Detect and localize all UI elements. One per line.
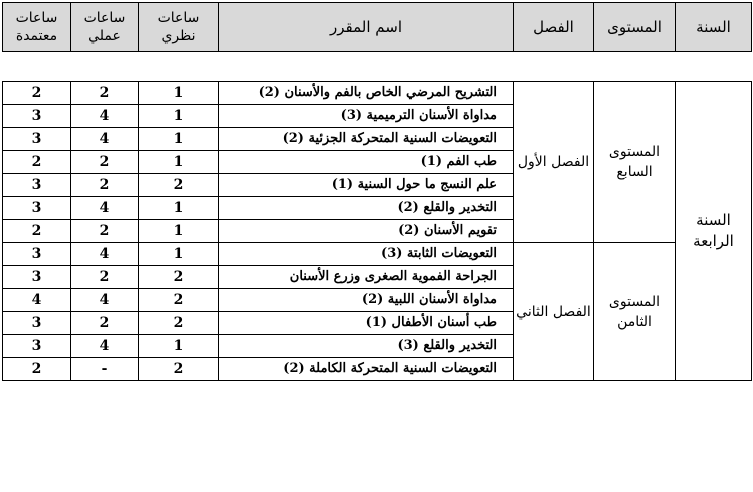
theory-hours-cell: 1 [139, 82, 219, 105]
course-name-cell: طب أسنان الأطفال (1) [219, 312, 514, 335]
practical-hours-cell: 4 [71, 335, 139, 358]
semester-cell: الفصل الثاني [514, 243, 594, 381]
header-theory-hours: ساعات نظري [139, 3, 219, 52]
theory-hours-cell: 2 [139, 174, 219, 197]
theory-hours-cell: 1 [139, 220, 219, 243]
header-table [2, 2, 752, 52]
semester-cell: الفصل الأول [514, 82, 594, 243]
theory-hours-cell: 2 [139, 358, 219, 381]
theory-hours-cell: 1 [139, 197, 219, 220]
credit-hours-cell: 3 [3, 105, 71, 128]
header-credit-hours: ساعات معتمدة [3, 3, 71, 52]
practical-hours-cell: 2 [71, 312, 139, 335]
theory-hours-cell: 2 [139, 312, 219, 335]
header-course-name: اسم المقرر [219, 3, 514, 52]
course-name-cell: التشريح المرضي الخاص بالفم والأسنان (2) [219, 82, 514, 105]
course-name-cell: التعويضات السنية المتحركة الكاملة (2) [219, 358, 514, 381]
table-row [3, 82, 752, 105]
theory-hours-cell: 1 [139, 128, 219, 151]
table-row [3, 243, 752, 266]
credit-hours-cell: 3 [3, 335, 71, 358]
course-name-cell: التخدير والقلع (3) [219, 335, 514, 358]
header-semester: الفصل [514, 3, 594, 52]
practical-hours-cell: 4 [71, 197, 139, 220]
practical-hours-cell: 2 [71, 266, 139, 289]
level-cell: المستوى الثامن [594, 243, 676, 381]
credit-hours-cell: 4 [3, 289, 71, 312]
theory-hours-cell: 2 [139, 266, 219, 289]
theory-hours-cell: 1 [139, 105, 219, 128]
credit-hours-cell: 3 [3, 128, 71, 151]
credit-hours-cell: 3 [3, 243, 71, 266]
practical-hours-cell: 4 [71, 105, 139, 128]
practical-hours-cell: 4 [71, 243, 139, 266]
credit-hours-cell: 2 [3, 151, 71, 174]
credit-hours-cell: 3 [3, 174, 71, 197]
theory-hours-cell: 1 [139, 335, 219, 358]
course-name-cell: التعويضات الثابتة (3) [219, 243, 514, 266]
practical-hours-cell: 4 [71, 289, 139, 312]
header-year: السنة [676, 3, 752, 52]
practical-hours-cell: 2 [71, 220, 139, 243]
course-name-cell: الجراحة الفموية الصغرى وزرع الأسنان [219, 266, 514, 289]
credit-hours-cell: 2 [3, 82, 71, 105]
practical-hours-cell: - [71, 358, 139, 381]
header-level: المستوى [594, 3, 676, 52]
theory-hours-cell: 1 [139, 151, 219, 174]
credit-hours-cell: 2 [3, 358, 71, 381]
level-cell: المستوى السابع [594, 82, 676, 243]
credit-hours-cell: 2 [3, 220, 71, 243]
theory-hours-cell: 1 [139, 243, 219, 266]
header-row [3, 3, 752, 52]
practical-hours-cell: 2 [71, 151, 139, 174]
course-name-cell: التعويضات السنية المتحركة الجزئية (2) [219, 128, 514, 151]
theory-hours-cell: 2 [139, 289, 219, 312]
year-cell: السنة الرابعة [676, 82, 752, 381]
practical-hours-cell: 4 [71, 128, 139, 151]
practical-hours-cell: 2 [71, 82, 139, 105]
credit-hours-cell: 3 [3, 197, 71, 220]
header-practical-hours: ساعات عملي [71, 3, 139, 52]
course-name-cell: مداواة الأسنان اللبية (2) [219, 289, 514, 312]
course-name-cell: علم النسج ما حول السنية (1) [219, 174, 514, 197]
courses-table [2, 81, 752, 381]
credit-hours-cell: 3 [3, 312, 71, 335]
course-name-cell: طب الفم (1) [219, 151, 514, 174]
course-name-cell: التخدير والقلع (2) [219, 197, 514, 220]
practical-hours-cell: 2 [71, 174, 139, 197]
course-name-cell: تقويم الأسنان (2) [219, 220, 514, 243]
credit-hours-cell: 3 [3, 266, 71, 289]
course-name-cell: مداواة الأسنان الترميمية (3) [219, 105, 514, 128]
